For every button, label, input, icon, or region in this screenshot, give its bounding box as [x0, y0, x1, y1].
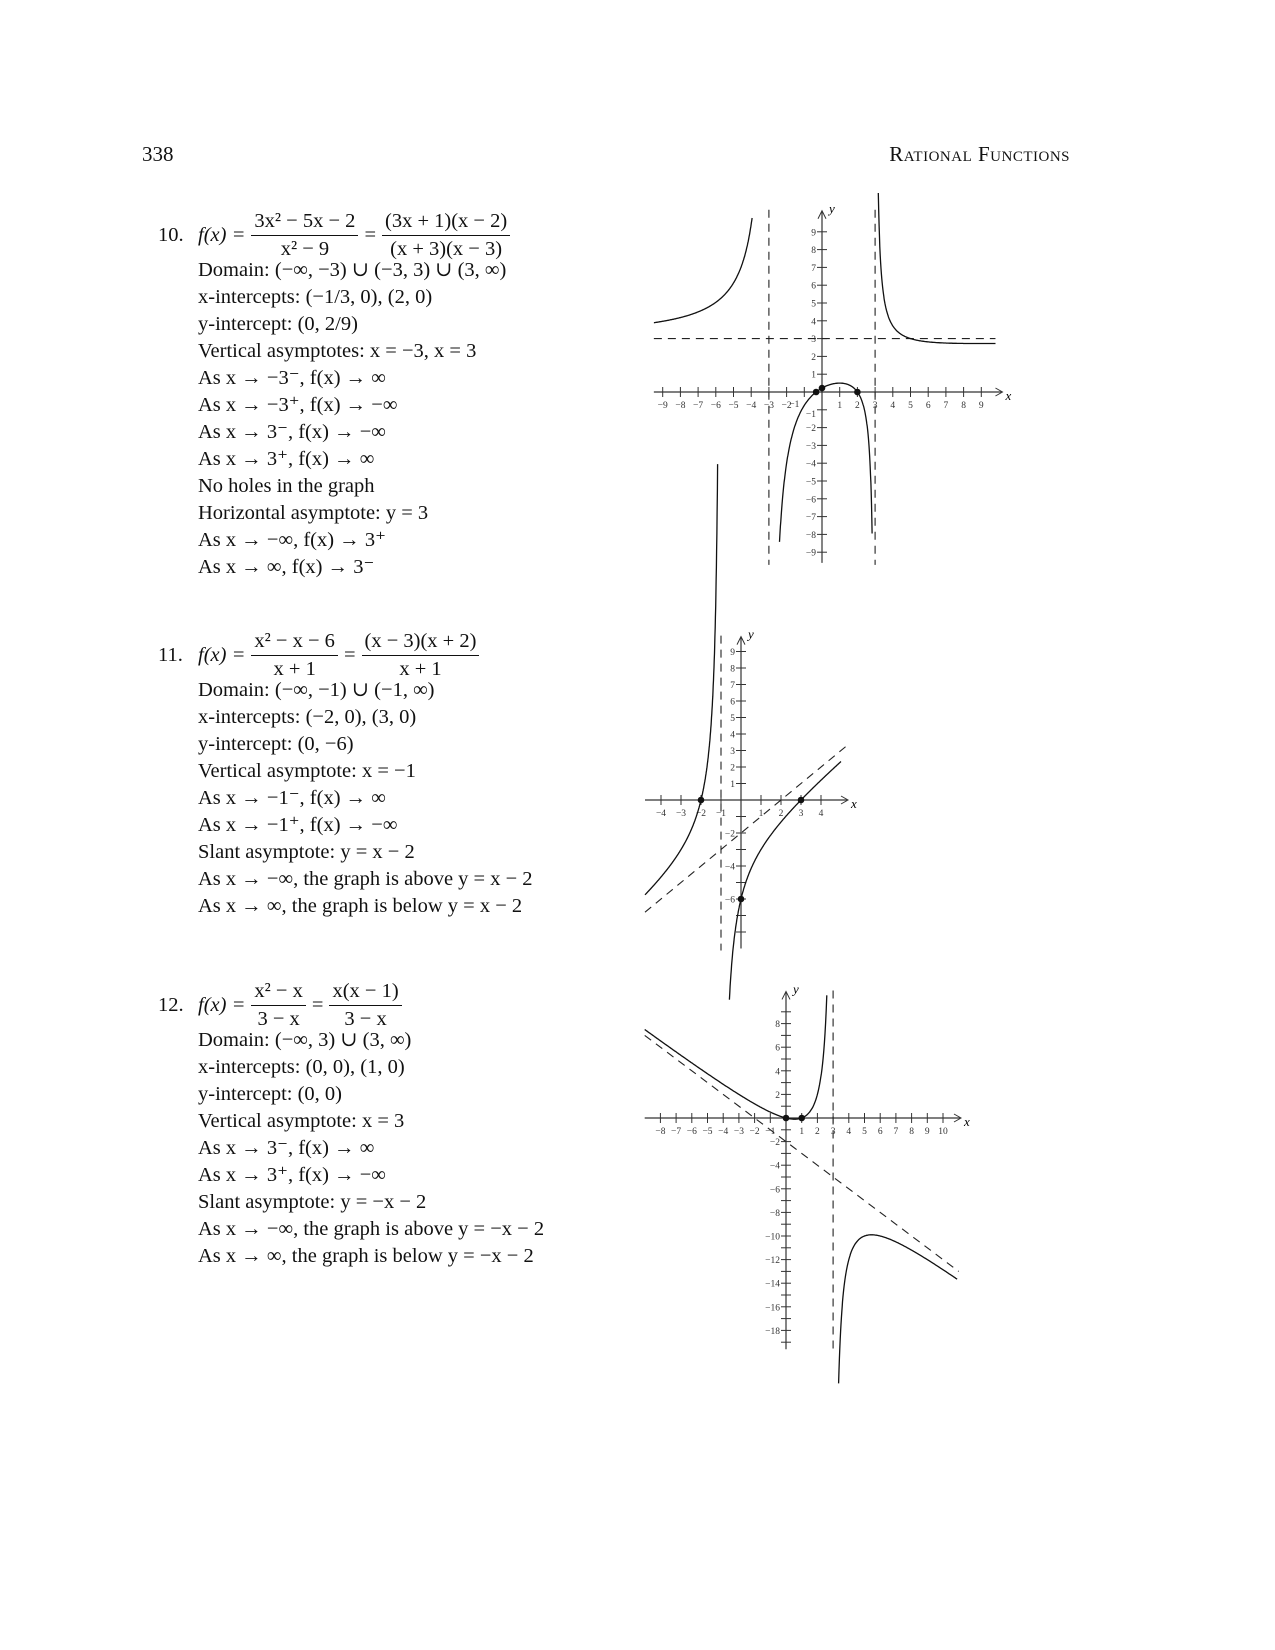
x-tick-label: −2	[781, 401, 792, 411]
x-tick-label: 3	[830, 1127, 836, 1137]
property-line: y-intercept: (0, −6)	[198, 733, 354, 755]
slant-asymptote	[645, 1035, 959, 1271]
x-tick-label: −3	[733, 1127, 744, 1137]
x-tick-label: −2	[749, 1127, 760, 1137]
function-curve	[654, 218, 752, 323]
x-tick-label: 9	[978, 401, 984, 411]
denominator: x² − 9	[280, 237, 330, 260]
property-line: x-intercepts: (−1/3, 0), (2, 0)	[198, 286, 433, 308]
y-tick-label: −4	[805, 459, 816, 470]
x-tick-label: 10	[938, 1127, 948, 1137]
intercept-point	[813, 389, 820, 396]
equals-sign: =	[343, 643, 356, 666]
x-tick-label: 5	[862, 1127, 867, 1137]
x-tick-label: 1	[837, 401, 843, 411]
x-tick-label: 2	[855, 401, 860, 411]
y-tick-label: −2	[724, 829, 735, 840]
x-tick-label: 2	[815, 1127, 820, 1137]
property-line: As x → −3⁻, f(x) → ∞	[198, 367, 386, 389]
property-line: As x → ∞, the graph is below y = x − 2	[198, 895, 523, 917]
numerator: (x − 3)(x + 2)	[362, 628, 480, 656]
x-axis-label: x	[1005, 388, 1012, 403]
y-tick-label: −6	[805, 495, 816, 506]
property-line: x-intercepts: (0, 0), (1, 0)	[198, 1056, 405, 1078]
x-tick-label: −7	[671, 1127, 682, 1137]
x-tick-label: −1	[789, 400, 800, 410]
y-tick-label: −5	[805, 477, 816, 488]
x-tick-label: 5	[908, 401, 913, 411]
y-axis-label: y	[829, 200, 835, 216]
y-tick-label: 5	[730, 714, 735, 724]
x-tick-label: −5	[728, 401, 739, 411]
function-curve	[645, 995, 827, 1119]
y-tick-label: −2	[805, 424, 816, 435]
denominator: 3 − x	[344, 1007, 387, 1030]
x-tick-label: 8	[909, 1127, 914, 1137]
y-tick-label: −16	[765, 1303, 780, 1314]
y-tick-label: −2	[769, 1138, 780, 1149]
y-tick-label: 7	[811, 263, 816, 274]
y-tick-label: −14	[765, 1279, 780, 1290]
problem-number: 12.	[158, 993, 184, 1016]
x-axis-label: x	[963, 1114, 970, 1129]
intercept-point	[854, 389, 861, 396]
y-tick-label: −4	[724, 862, 735, 873]
y-tick-label: 4	[775, 1067, 780, 1078]
property-line: Horizontal asymptote: y = 3	[198, 502, 429, 524]
x-tick-label: −4	[655, 809, 667, 819]
x-tick-label: −2	[695, 809, 707, 819]
numerator: x² − x	[251, 978, 305, 1006]
x-tick-label: −6	[686, 1127, 697, 1137]
property-line: No holes in the graph	[198, 475, 375, 497]
x-tick-label: 6	[925, 401, 931, 411]
x-tick-label: −3	[675, 809, 687, 819]
graph-12	[645, 981, 970, 1383]
y-tick-label: −10	[765, 1232, 780, 1243]
slant-asymptote	[645, 746, 847, 913]
y-tick-label: −18	[765, 1326, 780, 1337]
x-tick-label: 4	[818, 809, 824, 819]
problem-number: 11.	[158, 643, 183, 666]
function-curve	[878, 193, 995, 344]
x-tick-label: 1	[799, 1127, 805, 1137]
graph-10	[654, 193, 1012, 565]
x-tick-label: −3	[763, 401, 774, 411]
x-tick-label: 6	[877, 1127, 883, 1137]
property-line: As x → −1⁻, f(x) → ∞	[198, 787, 386, 809]
x-tick-label: −1	[765, 1127, 776, 1137]
property-line: As x → 3⁺, f(x) → −∞	[198, 1164, 386, 1186]
y-tick-label: 6	[730, 697, 735, 708]
page-number: 338	[142, 142, 174, 166]
y-axis-label: y	[793, 981, 799, 997]
denominator: x + 1	[399, 657, 442, 680]
property-line: Vertical asymptote: x = −1	[198, 760, 416, 782]
intercept-point	[698, 797, 705, 804]
y-tick-label: 9	[811, 228, 816, 239]
property-line: Domain: (−∞, −3) ∪ (−3, 3) ∪ (3, ∞)	[198, 259, 507, 281]
function-lhs: f(x) =	[198, 993, 246, 1016]
x-tick-label: −8	[655, 1127, 666, 1137]
function-curve	[645, 464, 718, 895]
y-tick-label: 4	[811, 317, 816, 328]
property-line: As x → −3⁺, f(x) → −∞	[198, 394, 398, 416]
property-line: y-intercept: (0, 0)	[198, 1083, 343, 1105]
y-tick-label: −9	[805, 548, 816, 559]
x-tick-label: 7	[893, 1127, 899, 1137]
y-tick-label: −8	[805, 530, 816, 541]
x-tick-label: 3	[872, 401, 878, 411]
y-tick-label: 8	[811, 246, 816, 257]
y-tick-label: −8	[769, 1208, 780, 1219]
property-line: y-intercept: (0, 2/9)	[198, 313, 358, 335]
property-line: Slant asymptote: y = −x − 2	[198, 1191, 427, 1213]
y-tick-label: 8	[730, 664, 735, 675]
x-tick-label: 4	[846, 1127, 852, 1137]
property-line: Vertical asymptote: x = 3	[198, 1110, 405, 1132]
x-tick-label: −4	[718, 1127, 729, 1137]
problem-number: 10.	[158, 223, 184, 246]
x-tick-label: 1	[758, 809, 764, 819]
property-line: As x → 3⁻, f(x) → −∞	[198, 421, 386, 443]
function-curve	[729, 762, 841, 1000]
denominator: 3 − x	[257, 1007, 300, 1030]
x-tick-label: 3	[798, 809, 804, 819]
x-tick-label: −5	[702, 1127, 713, 1137]
y-tick-label: −3	[805, 441, 816, 452]
numerator: 3x² − 5x − 2	[251, 208, 358, 236]
equals-sign: =	[311, 993, 324, 1016]
x-tick-label: 9	[924, 1127, 930, 1137]
y-tick-label: −4	[769, 1161, 780, 1172]
intercept-point	[798, 1115, 805, 1122]
property-line: As x → 3⁻, f(x) → ∞	[198, 1137, 375, 1159]
intercept-point	[798, 797, 805, 804]
x-tick-label: 4	[890, 401, 896, 411]
x-tick-label: −7	[693, 401, 704, 411]
chapter-title: Rational Functions	[889, 142, 1070, 166]
x-tick-label: −8	[675, 401, 686, 411]
equals-sign: =	[364, 223, 376, 246]
x-tick-label: −1	[715, 809, 727, 819]
property-line: As x → 3⁺, f(x) → ∞	[198, 448, 375, 470]
x-tick-label: −6	[710, 401, 721, 411]
x-tick-label: −4	[746, 401, 757, 411]
function-lhs: f(x) =	[198, 223, 246, 246]
denominator: (x + 3)(x − 3)	[390, 237, 503, 260]
y-tick-label: 2	[811, 352, 816, 363]
graph-11	[645, 464, 857, 1000]
y-tick-label: 9	[730, 648, 735, 658]
property-line: x-intercepts: (−2, 0), (3, 0)	[198, 706, 417, 728]
property-line: Slant asymptote: y = x − 2	[198, 841, 415, 863]
y-tick-label: 1	[730, 780, 735, 790]
y-axis-label: y	[748, 626, 754, 642]
property-line: As x → −∞, f(x) → 3⁺	[198, 529, 386, 551]
property-line: Vertical asymptotes: x = −3, x = 3	[198, 340, 477, 362]
property-line: As x → −∞, the graph is above y = x − 2	[198, 868, 533, 890]
x-tick-label: 7	[943, 401, 949, 411]
property-line: As x → −1⁺, f(x) → −∞	[198, 814, 398, 836]
y-tick-label: 7	[730, 681, 735, 691]
property-line: As x → −∞, the graph is above y = −x − 2	[198, 1218, 545, 1240]
y-tick-label: −12	[765, 1256, 780, 1267]
y-tick-label: 8	[775, 1020, 780, 1031]
y-tick-label: −1	[805, 409, 816, 420]
y-tick-label: 6	[811, 281, 816, 292]
function-lhs: f(x) =	[198, 643, 246, 666]
numerator: (3x + 1)(x − 2)	[382, 208, 510, 236]
x-axis-label: x	[851, 796, 857, 811]
numerator: x(x − 1)	[329, 978, 401, 1006]
y-tick-label: 2	[775, 1090, 780, 1101]
x-tick-label: 2	[778, 809, 784, 819]
y-tick-label: −6	[769, 1185, 780, 1196]
y-tick-label: 3	[730, 747, 735, 757]
numerator: x² − x − 6	[251, 628, 338, 656]
x-tick-label: −9	[657, 401, 668, 411]
property-line: As x → ∞, the graph is below y = −x − 2	[198, 1245, 534, 1267]
y-tick-label: 6	[775, 1043, 780, 1054]
y-tick-label: −7	[805, 513, 816, 524]
denominator: x + 1	[273, 657, 316, 680]
property-line: Domain: (−∞, −1) ∪ (−1, ∞)	[198, 679, 435, 701]
y-tick-label: 5	[811, 299, 816, 310]
y-tick-label: −6	[724, 895, 735, 906]
property-line: As x → ∞, f(x) → 3⁻	[198, 556, 375, 578]
y-tick-label: 2	[730, 763, 735, 774]
x-tick-label: 8	[961, 401, 966, 411]
property-line: Domain: (−∞, 3) ∪ (3, ∞)	[198, 1029, 412, 1051]
intercept-point	[783, 1115, 790, 1122]
y-tick-label: 1	[811, 370, 816, 381]
intercept-point	[819, 385, 826, 392]
y-tick-label: 4	[730, 730, 735, 741]
y-tick-label: 3	[811, 335, 816, 346]
intercept-point	[738, 896, 745, 903]
